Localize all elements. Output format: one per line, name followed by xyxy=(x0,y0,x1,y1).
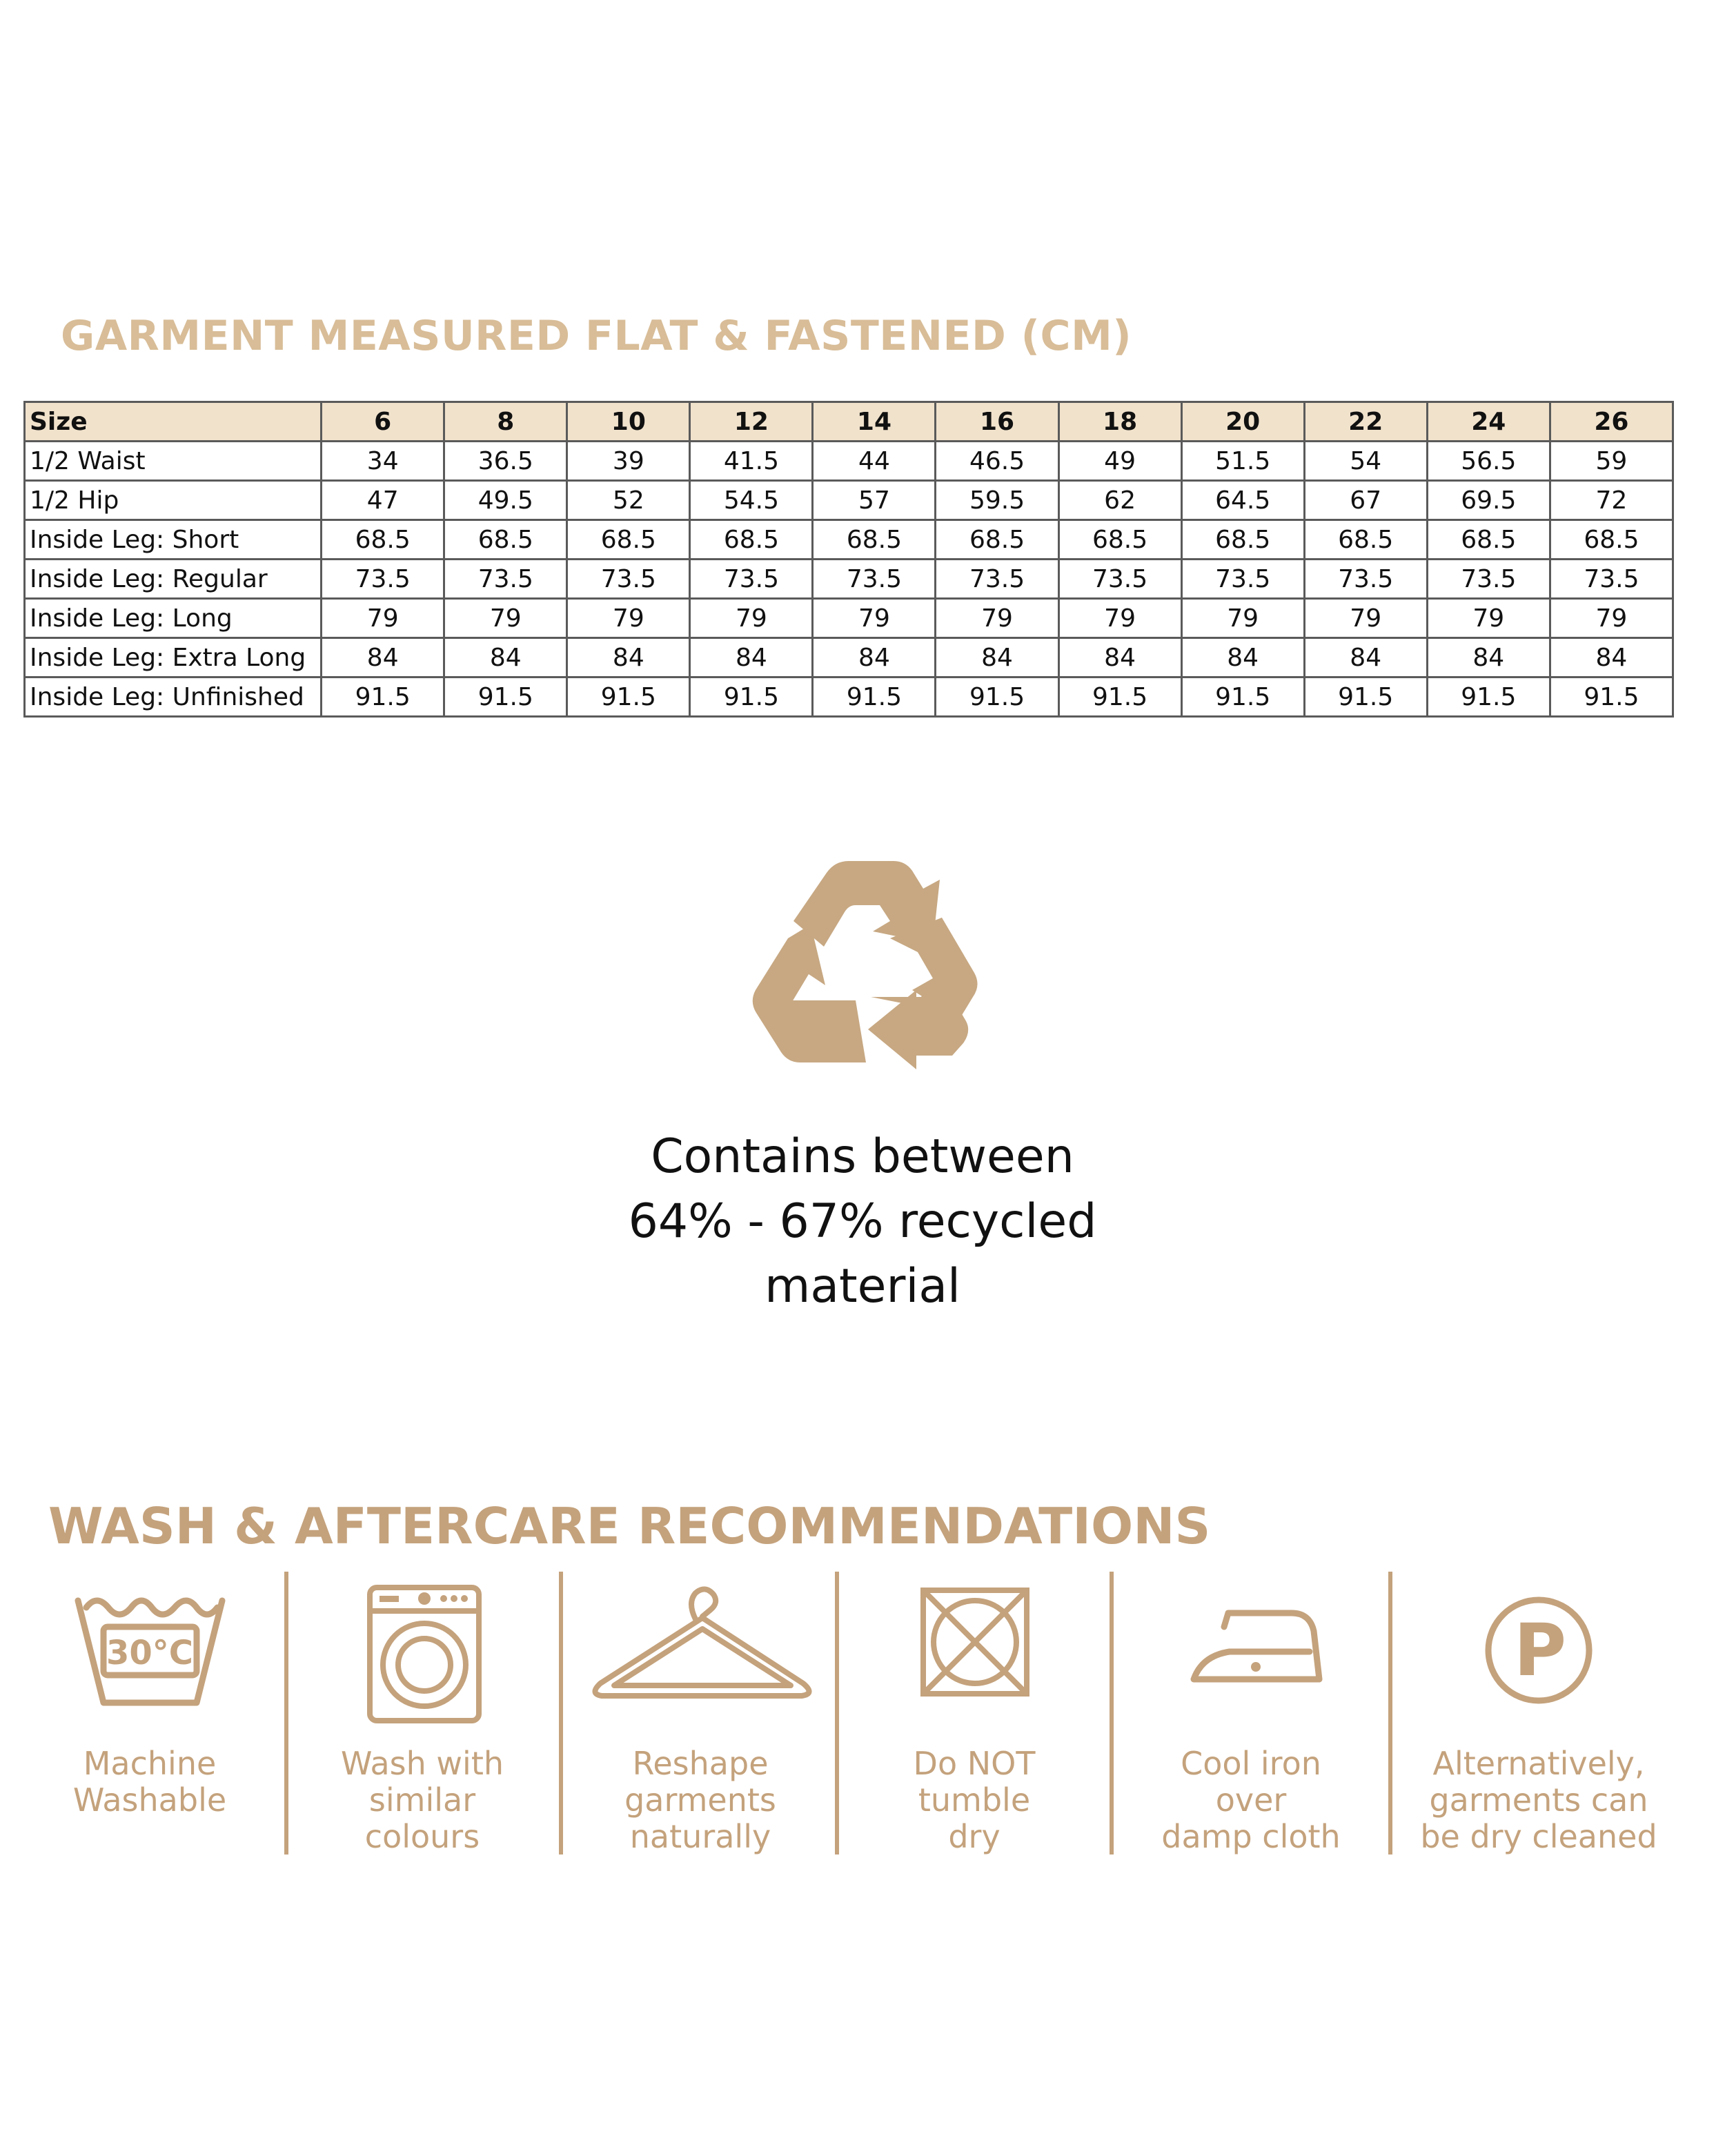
table-row xyxy=(25,638,1673,678)
divider xyxy=(284,1572,288,1855)
table-cell: 84 xyxy=(1427,638,1550,678)
table-cell: 68.5 xyxy=(936,520,1058,560)
svg-text:30°C: 30°C xyxy=(106,1634,194,1672)
table-row xyxy=(25,560,1673,599)
table-row xyxy=(25,442,1673,481)
table-cell: 84 xyxy=(936,638,1058,678)
table-cell: 46.5 xyxy=(936,442,1058,481)
measurement-title: GARMENT MEASURED FLAT & FASTENED (CM) xyxy=(61,312,1132,360)
row-label-cell: Size xyxy=(25,402,322,442)
table-cell: 10 xyxy=(567,402,690,442)
table-cell: 51.5 xyxy=(1181,442,1304,481)
recycled-line-3: material xyxy=(765,1259,960,1314)
dry-clean-p-icon xyxy=(1483,1595,1594,1709)
table-row xyxy=(25,520,1673,560)
table-cell: 68.5 xyxy=(1058,520,1181,560)
table-cell: 84 xyxy=(1058,638,1181,678)
no-tumble-dry-icon xyxy=(920,1587,1030,1701)
table-cell: 52 xyxy=(567,481,690,520)
row-label-cell: Inside Leg: Regular xyxy=(25,560,322,599)
table-cell: 68.5 xyxy=(690,520,813,560)
table-cell: 91.5 xyxy=(1304,678,1427,717)
wash-title: WASH & AFTERCARE RECOMMENDATIONS xyxy=(48,1497,1211,1555)
care-label-cool-iron: Cool iron over damp cloth xyxy=(1161,1745,1341,1855)
table-cell: 68.5 xyxy=(1304,520,1427,560)
table-cell: 73.5 xyxy=(1427,560,1550,599)
table-cell: 91.5 xyxy=(1058,678,1181,717)
table-cell: 49.5 xyxy=(444,481,567,520)
iron-icon xyxy=(1188,1608,1323,1690)
table-cell: 8 xyxy=(444,402,567,442)
table-cell: 57 xyxy=(813,481,936,520)
care-label-machine-washable: Machine Washable xyxy=(72,1745,227,1819)
table-cell: 20 xyxy=(1181,402,1304,442)
table-cell: 56.5 xyxy=(1427,442,1550,481)
table-cell: 67 xyxy=(1304,481,1427,520)
table-cell: 68.5 xyxy=(322,520,444,560)
recycle-icon xyxy=(752,856,980,1076)
table-cell: 73.5 xyxy=(1058,560,1181,599)
table-cell: 68.5 xyxy=(444,520,567,560)
table-cell: 79 xyxy=(1181,599,1304,638)
table-cell: 59.5 xyxy=(936,481,1058,520)
table-cell: 24 xyxy=(1427,402,1550,442)
table-cell: 54 xyxy=(1304,442,1427,481)
table-cell: 69.5 xyxy=(1427,481,1550,520)
table-cell: 68.5 xyxy=(567,520,690,560)
table-cell: 22 xyxy=(1304,402,1427,442)
recycled-line-1: Contains between xyxy=(651,1129,1074,1184)
table-cell: 18 xyxy=(1058,402,1181,442)
divider xyxy=(559,1572,563,1855)
table-cell: 73.5 xyxy=(1304,560,1427,599)
table-row xyxy=(25,678,1673,717)
table-cell: 91.5 xyxy=(322,678,444,717)
table-row xyxy=(25,481,1673,520)
table-cell: 26 xyxy=(1550,402,1673,442)
table-cell: 36.5 xyxy=(444,442,567,481)
table-cell: 84 xyxy=(322,638,444,678)
table-cell: 79 xyxy=(567,599,690,638)
care-label-no-tumble-dry: Do NOT tumble dry xyxy=(913,1745,1036,1855)
table-cell: 91.5 xyxy=(690,678,813,717)
table-cell: 79 xyxy=(1058,599,1181,638)
row-label-cell: Inside Leg: Long xyxy=(25,599,322,638)
table-cell: 44 xyxy=(813,442,936,481)
table-cell: 91.5 xyxy=(1427,678,1550,717)
table-cell: 73.5 xyxy=(936,560,1058,599)
table-cell: 84 xyxy=(690,638,813,678)
table-cell: 68.5 xyxy=(1181,520,1304,560)
row-label-cell: 1/2 Hip xyxy=(25,481,322,520)
table-header-row xyxy=(25,402,1673,442)
row-label-cell: 1/2 Waist xyxy=(25,442,322,481)
table-cell: 73.5 xyxy=(567,560,690,599)
table-cell: 47 xyxy=(322,481,444,520)
table-cell: 84 xyxy=(444,638,567,678)
recycled-content-text xyxy=(518,1125,1208,1319)
table-cell: 84 xyxy=(813,638,936,678)
table-cell: 16 xyxy=(936,402,1058,442)
table-cell: 84 xyxy=(1304,638,1427,678)
washing-machine-icon xyxy=(366,1583,483,1728)
row-label-cell: Inside Leg: Unfinished xyxy=(25,678,322,717)
table-cell: 79 xyxy=(1550,599,1673,638)
table-cell: 54.5 xyxy=(690,481,813,520)
table-cell: 68.5 xyxy=(813,520,936,560)
table-cell: 91.5 xyxy=(936,678,1058,717)
divider xyxy=(1110,1572,1114,1855)
care-label-reshape: Reshape garments naturally xyxy=(624,1745,776,1855)
table-cell: 73.5 xyxy=(1181,560,1304,599)
table-cell: 59 xyxy=(1550,442,1673,481)
hanger-icon xyxy=(586,1583,818,1711)
table-cell: 79 xyxy=(936,599,1058,638)
table-cell: 79 xyxy=(444,599,567,638)
svg-text:P: P xyxy=(1513,1608,1567,1692)
table-cell: 72 xyxy=(1550,481,1673,520)
table-cell: 73.5 xyxy=(322,560,444,599)
recycled-line-2: 64% - 67% recycled xyxy=(628,1194,1097,1249)
divider xyxy=(835,1572,839,1855)
table-cell: 39 xyxy=(567,442,690,481)
table-cell: 73.5 xyxy=(1550,560,1673,599)
care-label-dry-clean: Alternatively, garments can be dry cleaned xyxy=(1420,1745,1657,1855)
table-cell: 73.5 xyxy=(690,560,813,599)
row-label-cell: Inside Leg: Short xyxy=(25,520,322,560)
table-cell: 64.5 xyxy=(1181,481,1304,520)
table-cell: 6 xyxy=(322,402,444,442)
table-cell: 49 xyxy=(1058,442,1181,481)
table-row xyxy=(25,599,1673,638)
table-cell: 84 xyxy=(1181,638,1304,678)
table-cell: 73.5 xyxy=(444,560,567,599)
table-cell: 68.5 xyxy=(1550,520,1673,560)
care-label-similar-colours: Wash with similar colours xyxy=(340,1745,504,1855)
table-cell: 91.5 xyxy=(444,678,567,717)
table-cell: 62 xyxy=(1058,481,1181,520)
table-cell: 79 xyxy=(1427,599,1550,638)
divider xyxy=(1388,1572,1392,1855)
table-cell: 91.5 xyxy=(813,678,936,717)
table-cell: 68.5 xyxy=(1427,520,1550,560)
table-cell: 91.5 xyxy=(1181,678,1304,717)
table-cell: 91.5 xyxy=(1550,678,1673,717)
table-cell: 41.5 xyxy=(690,442,813,481)
table-cell: 12 xyxy=(690,402,813,442)
wash-30-icon xyxy=(72,1587,228,1711)
table-cell: 79 xyxy=(813,599,936,638)
table-cell: 73.5 xyxy=(813,560,936,599)
row-label-cell: Inside Leg: Extra Long xyxy=(25,638,322,678)
table-cell: 14 xyxy=(813,402,936,442)
table-cell: 79 xyxy=(322,599,444,638)
table-cell: 79 xyxy=(1304,599,1427,638)
table-cell: 91.5 xyxy=(567,678,690,717)
table-cell: 84 xyxy=(1550,638,1673,678)
table-cell: 84 xyxy=(567,638,690,678)
table-cell: 79 xyxy=(690,599,813,638)
size-chart-table xyxy=(23,401,1674,718)
table-cell: 34 xyxy=(322,442,444,481)
